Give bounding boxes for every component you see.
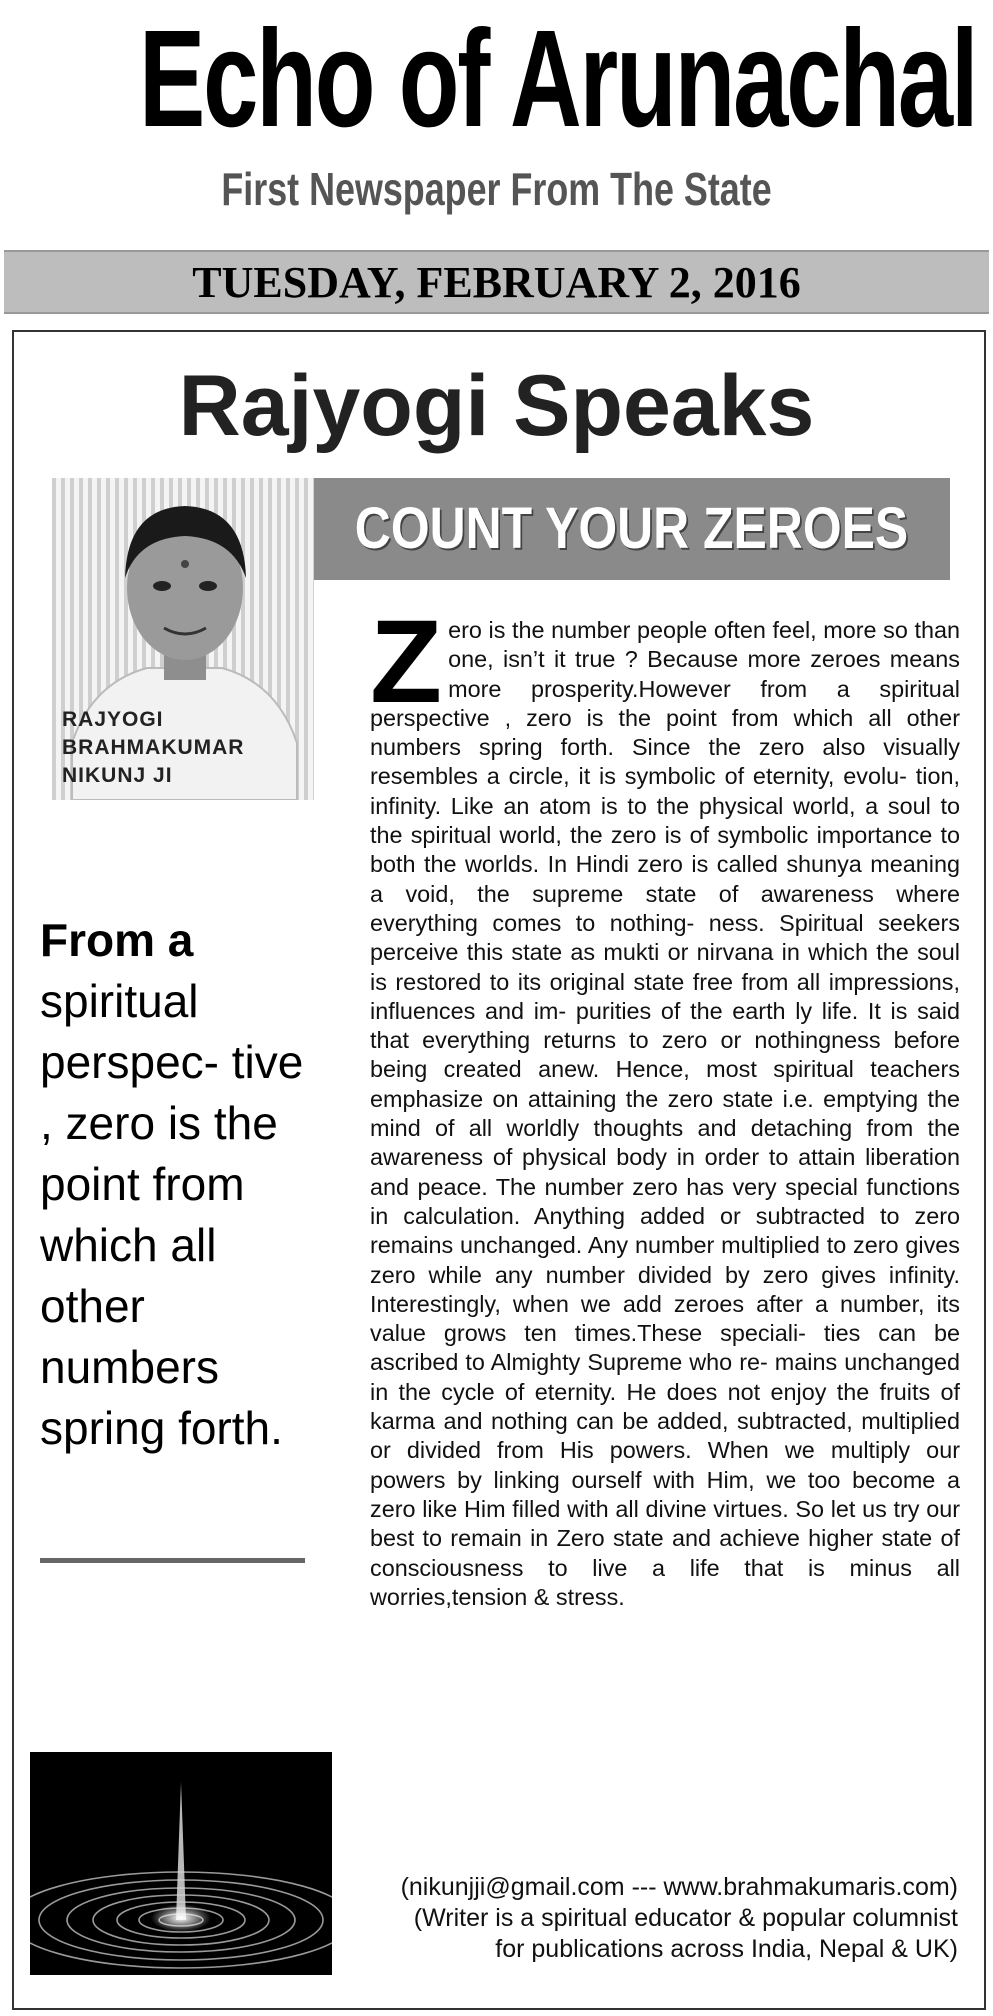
byline-line-3: NIKUNJ JI <box>62 764 173 787</box>
author-photo <box>52 478 314 800</box>
byline-line-2: BRAHMAKUMAR <box>62 736 245 759</box>
column-title: Rajyogi Speaks <box>178 358 815 454</box>
ripple-graphic <box>30 1752 332 1975</box>
byline-line-1: RAJYOGI <box>62 708 164 731</box>
pull-quote <box>40 910 310 1459</box>
author-note-line-1: (Writer is a spiritual educator & popular columnist <box>413 1904 958 1932</box>
issue-date: TUESDAY, FEBRUARY 2, 2016 <box>4 250 989 314</box>
newspaper-name: Echo of Arunachal <box>139 2 977 156</box>
article-headline: COUNT YOUR ZEROES <box>354 496 909 561</box>
pull-quote-rule <box>40 1558 305 1563</box>
newspaper-tagline: First Newspaper From The State <box>221 163 772 215</box>
author-note-line-2: for publications across India, Nepal & UK) <box>495 1935 958 1963</box>
pull-quote-text: spiritual perspec- tive , zero is the point from which all other numbers spring forth. <box>40 975 304 1454</box>
author-byline <box>62 706 312 790</box>
author-contact: (nikunjji@gmail.com --- www.brahmakumaris.com) <box>400 1873 958 1901</box>
author-credit <box>300 1872 958 1965</box>
zero-ripple-illustration <box>30 1752 332 1975</box>
drop-cap: Z <box>370 596 443 728</box>
article-body <box>370 596 960 1612</box>
pull-quote-lead: From a <box>40 914 194 966</box>
article-text: ero is the number people often feel, more so than one, isn’t it true ? Because more zeroes means more prosperity.However from a spiritual perspective , zero is the point from which all other numbers spring forth. Since the zero also visually resembles a circle, it is symbolic of eternity, evolu- tion, infinity. Like an atom is to the physical world, a soul to the spiritual world, the zero is of symbolic importance to both the worlds. In Hindi zero is called shunya meaning a void, the supreme state of awareness where everything comes to nothing- ness. Spiritual seekers perceive this state as mukti or nirvana in which the soul is restored to its original state free from all impressions, influences and im- purities of the earth ly life. It is said that everything returns to zero or nothingness before being created anew. Hence, most spiritual teachers emphasize on attaining the zero state i.e. emptying the mind of all worldly thoughts and detaching from the awareness of physical body in order to attain liberation and peace. The number zero has very special functions in calculation. Anything added or subtracted to zero remains unchanged. Any number multiplied to zero gives zero while any number divided by zero gives infinity. Interestingly, when we add zeroes after a number, its value grows ten times.These speciali- ties can be ascribed to Almighty Supreme who re- mains unchanged in the cycle of eternity. He does not enjoy the fruits of karma and nothing can be added, subtracted, multiplied or divided from His powers. When we multiply our powers by linking ourself with Him, we too become a zero like Him filled with all divine virtues. So let us try our best to remain in Zero state and achieve higher state of consciousness to live a life that is minus all worries,tension & stress. <box>370 617 960 1610</box>
masthead <box>0 0 993 250</box>
